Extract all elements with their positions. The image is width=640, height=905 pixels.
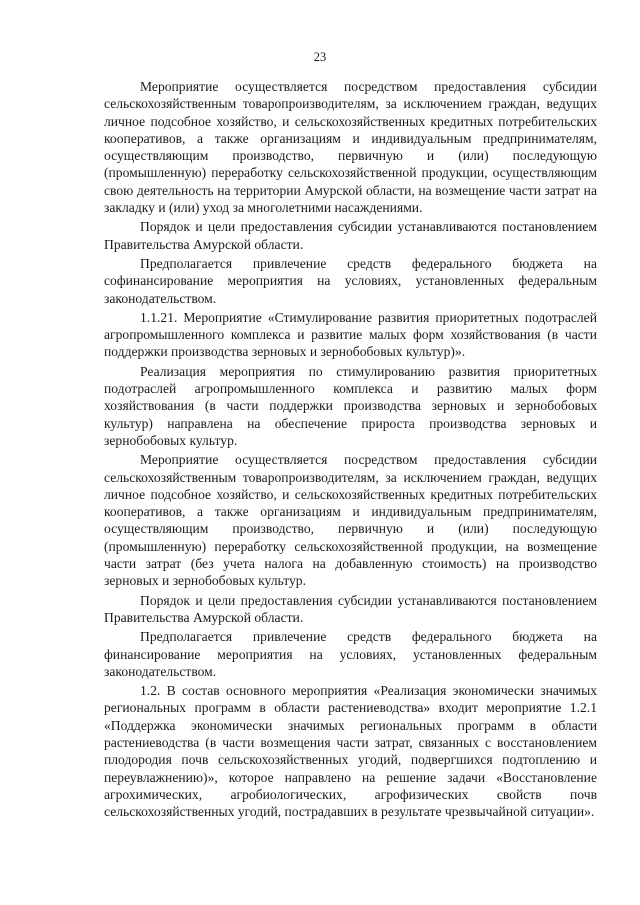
paragraph-main-measure-1-2: 1.2. В состав основного мероприятия «Реализация экономически значимых региональных программ в области растениеводства» входит мероприятие 1.2.1 «Поддержка экономически значимых региональных программ в области растениеводства (в части возмещения части затрат, связанных с восстановлением плодородия почв сельскохозяйственных угодий, подвергшихся подтоплению и переувлажнению)», которое направлено на решение задачи «Восстановление агрохимических, агробиологических, агрофизических свойств почв сельскохозяйственных угодий, пострадавших в результате чрезвычайной ситуации».	[104, 683, 597, 820]
paragraph-subsidy-grain-production: Мероприятие осуществляется посредством предоставления субсидии сельскохозяйственным товаропроизводителям, за исключением граждан, ведущих личное подсобное хозяйство, и сельскохозяйственных кредитных потребительских кооперативов, а также организациям и индивидуальным предпринимателям, осуществляющим производство, первичную и (или) последующую (промышленную) переработку сельскохозяйственной продукции, на возмещение части затрат (без учета налога на добавленную стоимость) на производство зерновых и зернобобовых культур.	[104, 452, 597, 589]
paragraph-subsidy-perennial-plantings: Мероприятие осуществляется посредством предоставления субсидии сельскохозяйственным товаропроизводителям, за исключением граждан, ведущих личное подсобное хозяйство, и сельскохозяйственных кредитных потребительских кооперативов, а также организациям и индивидуальным предпринимателям, осуществляющим производство, первичную и (или) последующую (промышленную) переработку сельскохозяйственной продукции, осуществляющим свою деятельность на территории Амурской области, на возмещение части затрат на закладку и (или) уход за многолетними насаждениями.	[104, 79, 597, 216]
paragraph-procedure-2: Порядок и цели предоставления субсидии устанавливаются постановлением Правительства Амурской области.	[104, 592, 597, 625]
paragraph-measure-1-1-21: 1.1.21. Мероприятие «Стимулирование развития приоритетных подотраслей агропромышленного комплекса и развитие малых форм хозяйствования (в части поддержки производства зерновых и зернобобовых культур)».	[104, 309, 597, 360]
paragraph-federal-financing-2: Предполагается привлечение средств федерального бюджета на финансирование мероприятия на условиях, установленных федеральным законодательством.	[104, 629, 597, 679]
paragraph-federal-cofinancing-1: Предполагается привлечение средств федерального бюджета на софинансирование мероприятия на условиях, установленных федеральным законодательством.	[104, 255, 597, 306]
paragraph-grain-production-goal: Реализация мероприятия по стимулированию развития приоритетных подотраслей агропромышленного комплекса и развитию малых форм хозяйствования (в части поддержки производства зерновых и зернобобовых культур) направлена на обеспечение прироста производства зерновых и зернобобовых культур.	[104, 363, 597, 448]
document-body	[104, 78, 597, 822]
page-number: 23	[313, 50, 327, 64]
paragraph-procedure-1: Порядок и цели предоставления субсидии устанавливаются постановлением Правительства Амурской области.	[104, 219, 597, 252]
